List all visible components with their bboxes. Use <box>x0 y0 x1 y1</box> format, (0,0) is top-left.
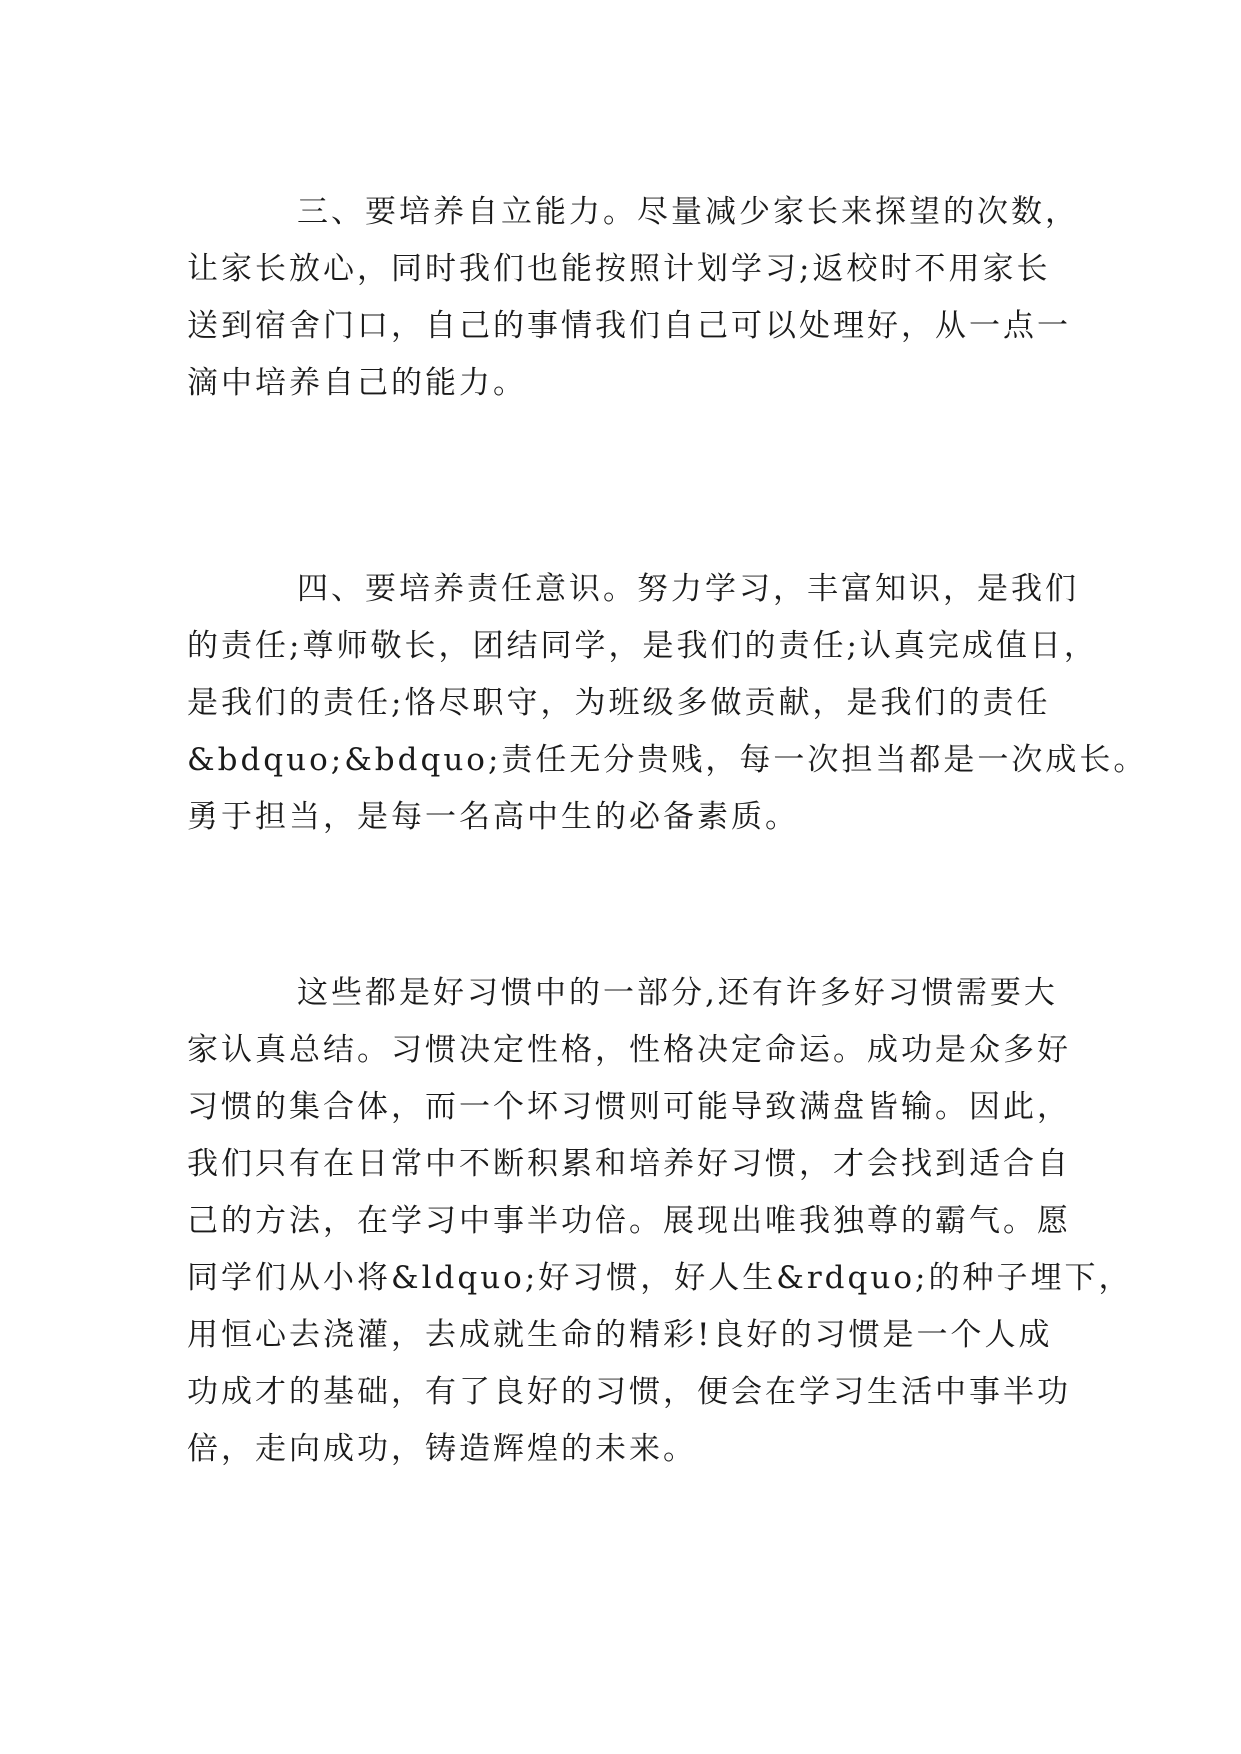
paragraph-line: 同学们从小将&ldquo;好习惯，好人生&rdquo;的种子埋下， <box>187 1260 1133 1296</box>
paragraph-line: 的责任;尊师敬长，团结同学，是我们的责任;认真完成值日， <box>187 628 1098 664</box>
paragraph-line: 己的方法，在学习中事半功倍。展现出唯我独尊的霸气。愿 <box>187 1203 1071 1239</box>
paragraph-line: 功成才的基础，有了良好的习惯，便会在学习生活中事半功 <box>187 1374 1071 1410</box>
paragraph-self-reliance <box>187 184 1079 412</box>
paragraph-line: 滴中培养自己的能力。 <box>187 365 527 401</box>
paragraph-line: 倍，走向成功，铸造辉煌的未来。 <box>187 1431 697 1467</box>
paragraph-line: &bdquo;&bdquo;责任无分贵贱，每一次担当都是一次成长。 <box>187 742 1148 778</box>
paragraph-line: 我们只有在日常中不断积累和培养好习惯，才会找到适合自 <box>187 1146 1071 1182</box>
paragraph-line: 送到宿舍门口，自己的事情我们自己可以处理好，从一点一 <box>187 308 1071 344</box>
paragraph-line: 是我们的责任;恪尽职守，为班级多做贡献，是我们的责任 <box>187 685 1051 721</box>
paragraph-line: 习惯的集合体，而一个坏习惯则可能导致满盘皆输。因此， <box>187 1089 1071 1125</box>
paragraph-line: 让家长放心，同时我们也能按照计划学习;返校时不用家长 <box>187 251 1051 287</box>
paragraph-line: 这些都是好习惯中的一部分,还有许多好习惯需要大 <box>297 975 1058 1011</box>
paragraph-line: 四、要培养责任意识。努力学习，丰富知识，是我们 <box>297 571 1079 607</box>
paragraph-line: 用恒心去浇灌，去成就生命的精彩!良好的习惯是一个人成 <box>187 1317 1053 1353</box>
paragraph-conclusion <box>187 965 1133 1478</box>
paragraph-line: 三、要培养自立能力。尽量减少家长来探望的次数， <box>297 194 1079 230</box>
paragraph-line: 家认真总结。习惯决定性格，性格决定命运。成功是众多好 <box>187 1032 1071 1068</box>
paragraph-responsibility <box>187 561 1148 846</box>
paragraph-line: 勇于担当，是每一名高中生的必备素质。 <box>187 799 799 835</box>
